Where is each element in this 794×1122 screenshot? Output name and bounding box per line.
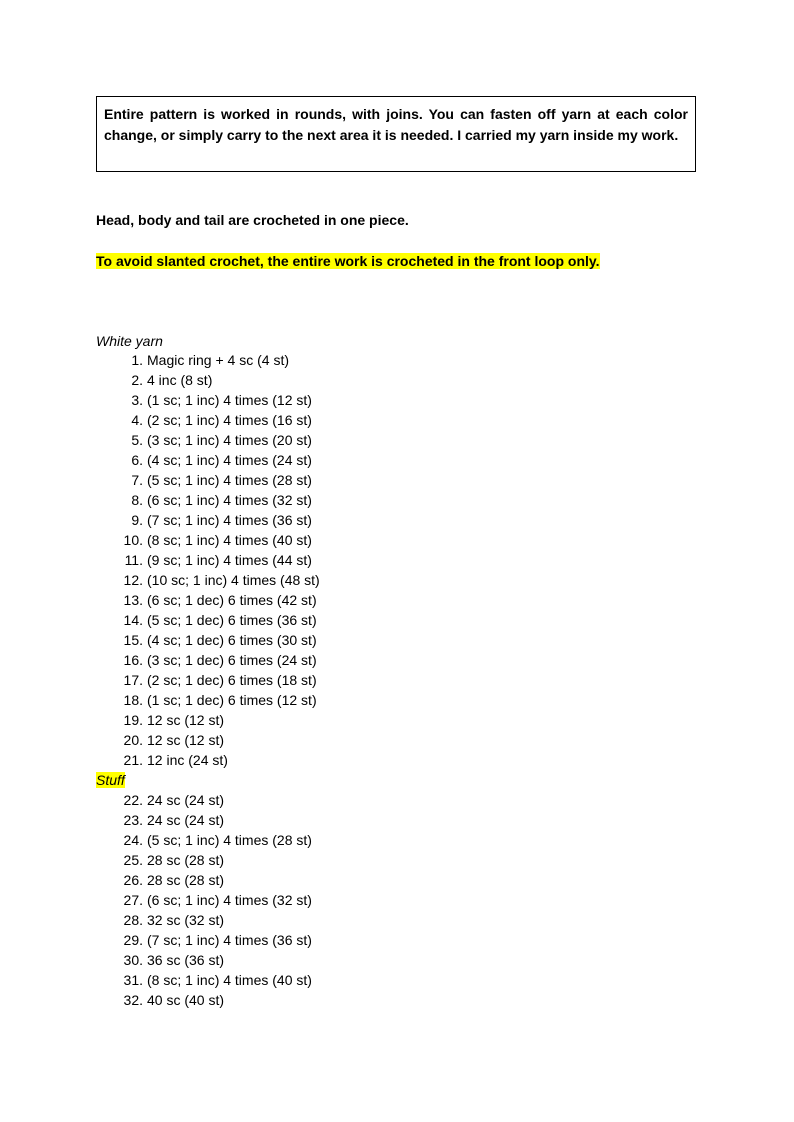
round-row [96, 910, 320, 930]
round-number: 30. [123, 952, 143, 968]
round-number: 19. [123, 712, 143, 728]
round-number: 14. [123, 612, 143, 628]
round-instruction: (6 sc; 1 inc) 4 times (32 st) [147, 492, 312, 508]
round-instruction: (5 sc; 1 inc) 4 times (28 st) [147, 832, 312, 848]
round-number: 12. [123, 572, 143, 588]
round-number: 20. [123, 732, 143, 748]
notice-box [96, 96, 696, 172]
round-number: 6. [131, 452, 143, 468]
round-number: 10. [123, 532, 143, 548]
round-number: 25. [123, 852, 143, 868]
round-instruction: (5 sc; 1 inc) 4 times (28 st) [147, 472, 312, 488]
round-list-part2 [96, 790, 320, 1010]
intro-text: Head, body and tail are crocheted in one piece. [96, 212, 409, 228]
round-instruction: (6 sc; 1 dec) 6 times (42 st) [147, 592, 317, 608]
round-number: 18. [123, 692, 143, 708]
round-row [96, 970, 320, 990]
round-row [96, 930, 320, 950]
round-row [96, 730, 320, 750]
round-row [96, 610, 320, 630]
round-number: 26. [123, 872, 143, 888]
round-instruction: 40 sc (40 st) [147, 992, 225, 1008]
round-number: 3. [131, 392, 143, 408]
round-row [96, 370, 320, 390]
round-instruction: 24 sc (24 st) [147, 792, 225, 808]
round-row [96, 350, 320, 370]
round-number: 24. [123, 832, 143, 848]
round-instruction: (6 sc; 1 inc) 4 times (32 st) [147, 892, 312, 908]
round-number: 1. [131, 352, 143, 368]
round-number: 16. [123, 652, 143, 668]
round-number: 27. [123, 892, 143, 908]
round-row [96, 630, 320, 650]
round-number: 23. [123, 812, 143, 828]
round-instruction: 32 sc (32 st) [147, 912, 225, 928]
round-list-part1 [96, 350, 320, 770]
round-row [96, 950, 320, 970]
notice-text: Entire pattern is worked in rounds, with joins. You can fasten off yarn at each color change, or simply carry to the next area it is needed. I carried my yarn inside my work. [104, 106, 688, 143]
round-number: 21. [123, 752, 143, 768]
round-row [96, 870, 320, 890]
round-row [96, 550, 320, 570]
round-number: 13. [123, 592, 143, 608]
round-instruction: Magic ring + 4 sc (4 st) [147, 352, 289, 368]
round-instruction: 24 sc (24 st) [147, 812, 225, 828]
round-number: 4. [131, 412, 143, 428]
round-row [96, 390, 320, 410]
highlighted-text: To avoid slanted crochet, the entire work is crocheted in the front loop only. [96, 253, 600, 269]
round-number: 28. [123, 912, 143, 928]
round-instruction: (2 sc; 1 inc) 4 times (16 st) [147, 412, 312, 428]
round-number: 15. [123, 632, 143, 648]
round-row [96, 410, 320, 430]
round-instruction: 28 sc (28 st) [147, 852, 225, 868]
round-row [96, 850, 320, 870]
round-list [96, 350, 320, 1010]
round-instruction: 36 sc (36 st) [147, 952, 225, 968]
round-row [96, 510, 320, 530]
round-row [96, 530, 320, 550]
round-row [96, 470, 320, 490]
round-number: 17. [123, 672, 143, 688]
round-row [96, 990, 320, 1010]
round-instruction: 12 sc (12 st) [147, 732, 225, 748]
round-instruction: 4 inc (8 st) [147, 372, 213, 388]
round-row [96, 830, 320, 850]
round-number: 8. [131, 492, 143, 508]
round-number: 7. [131, 472, 143, 488]
round-number: 9. [131, 512, 143, 528]
round-row [96, 790, 320, 810]
round-instruction: (7 sc; 1 inc) 4 times (36 st) [147, 512, 312, 528]
round-row [96, 750, 320, 770]
round-row [96, 690, 320, 710]
round-row [96, 650, 320, 670]
round-instruction: (7 sc; 1 inc) 4 times (36 st) [147, 932, 312, 948]
round-row [96, 570, 320, 590]
round-number: 11. [124, 552, 143, 568]
round-row [96, 430, 320, 450]
round-instruction: (9 sc; 1 inc) 4 times (44 st) [147, 552, 312, 568]
round-instruction: (1 sc; 1 inc) 4 times (12 st) [147, 392, 312, 408]
round-instruction: (5 sc; 1 dec) 6 times (36 st) [147, 612, 317, 628]
round-number: 31. [123, 972, 143, 988]
round-instruction: (1 sc; 1 dec) 6 times (12 st) [147, 692, 317, 708]
round-instruction: (8 sc; 1 inc) 4 times (40 st) [147, 972, 312, 988]
front-loop-note [96, 251, 600, 271]
section-heading-white-yarn: White yarn [96, 333, 163, 349]
round-number: 29. [123, 932, 143, 948]
round-number: 5. [131, 432, 143, 448]
round-number: 2. [131, 372, 143, 388]
round-number: 32. [123, 992, 143, 1008]
round-row [96, 810, 320, 830]
round-instruction: 28 sc (28 st) [147, 872, 225, 888]
stuff-note [96, 770, 320, 790]
round-instruction: (3 sc; 1 inc) 4 times (20 st) [147, 432, 312, 448]
round-instruction: 12 sc (12 st) [147, 712, 225, 728]
round-instruction: 12 inc (24 st) [147, 752, 228, 768]
round-instruction: (4 sc; 1 inc) 4 times (24 st) [147, 452, 312, 468]
round-row [96, 450, 320, 470]
stuff-note-label: Stuff [96, 772, 125, 788]
round-row [96, 490, 320, 510]
round-row [96, 590, 320, 610]
round-row [96, 670, 320, 690]
round-instruction: (10 sc; 1 inc) 4 times (48 st) [147, 572, 320, 588]
round-instruction: (4 sc; 1 dec) 6 times (30 st) [147, 632, 317, 648]
round-row [96, 710, 320, 730]
round-row [96, 890, 320, 910]
round-number: 22. [123, 792, 143, 808]
round-instruction: (3 sc; 1 dec) 6 times (24 st) [147, 652, 317, 668]
round-instruction: (8 sc; 1 inc) 4 times (40 st) [147, 532, 312, 548]
round-instruction: (2 sc; 1 dec) 6 times (18 st) [147, 672, 317, 688]
